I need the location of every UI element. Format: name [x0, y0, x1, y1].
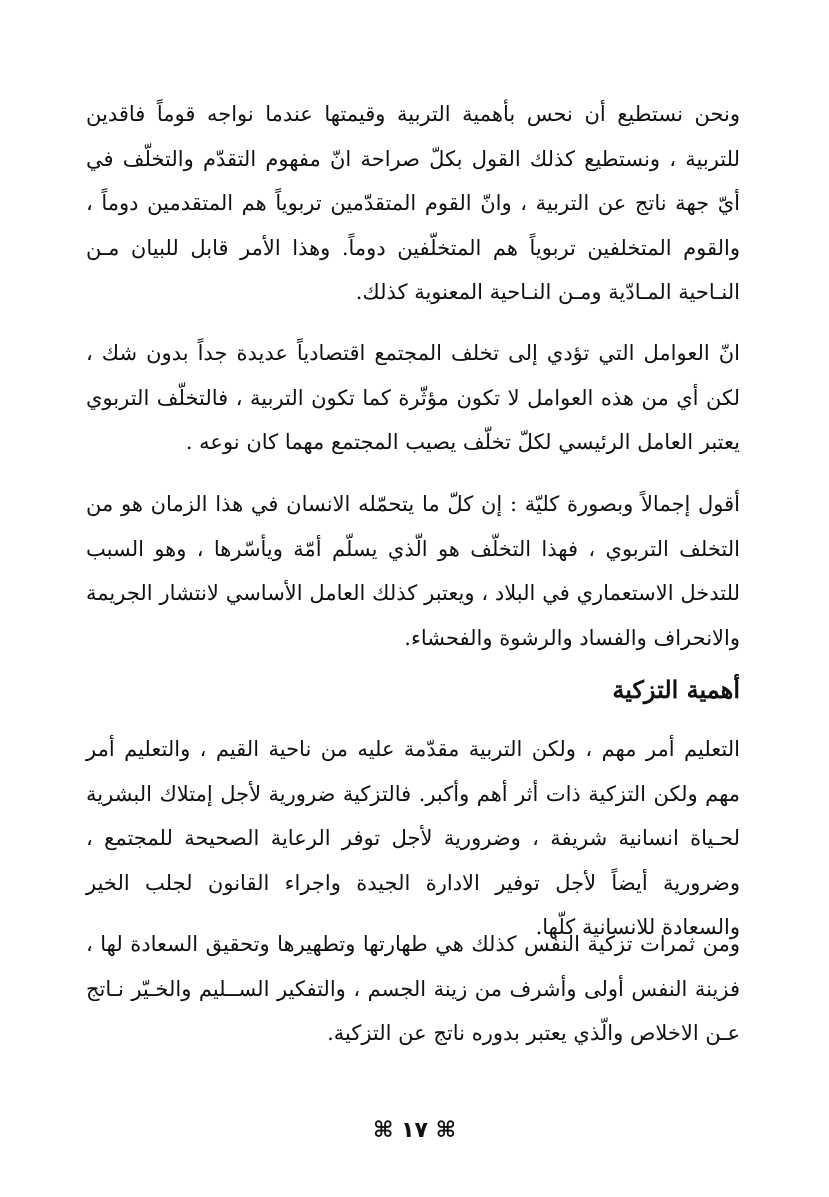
paragraph-4: التعليم أمر مهم ، ولكن التربية مقدّمة عليه من ناحية القيم ، والتعليم أمر مهم ولكن التزكية ذات أثر أهم وأكبر. فالتزكية ضرورية لأجل إمتلاك البشرية لحـياة انسانية شريفة ، وضرورية لأجل توفر الرعاية الصحيحة للمجتمع ، وضرورية أيضاً لأجل توفير الادارة الجيدة واجراء القانون لجلب الخير والسعادة للانسانية كلّها.: [86, 737, 740, 939]
paragraph-5: ومن ثمرات تزكية النفس كذلك هي طهارتها وتطهيرها وتحقيق السعادة لها ، فزينة النفس أولى وأشرف من زينة الجسم ، والتفكير الســليم والخـيّر نـاتج عـن الاخلاص والّذي يعتبر بدوره ناتج عن التزكية.: [86, 932, 740, 1045]
paragraph-1: ونحن نستطيع أن نحس بأهمية التربية وقيمتها عندما نواجه قوماً فاقدين للتربية ، ونستطيع كذلك القول بكلّ صراحة انّ مفهوم التقدّم والتخلّف في أيّ جهة ناتج عن التربية ، وانّ القوم المتقدّمين تربوياً هم المتقدمين دوماً ، والقوم المتخلفين تربوياً هم المتخلّفين دوماً. وهذا الأمر قابل للبيان مـن النـاحية المـادّية ومـن النـاحية المعنوية كذلك.: [86, 102, 740, 304]
paragraph-2: انّ العوامل التي تؤدي إلى تخلف المجتمع اقتصادياً عديدة جداً بدون شك ، لكن أي من هذه العوامل لا تكون مؤثّرة كما تكون التربية ، فالتخلّف التربوي يعتبر العامل الرئيسي لكلّ تخلّف يصيب المجتمع مهما كان نوعه .: [86, 341, 740, 454]
page-number: ⌘ ١٧ ⌘: [372, 1118, 456, 1143]
section-heading: أهمية التزكية: [612, 675, 740, 704]
paragraph-3: أقول إجمالاً وبصورة كليّة : إن كلّ ما يتحمّله الانسان في هذا الزمان هو من التخلف التربوي ، فهذا التخلّف هو الّذي يسلّم أمّة ويأسّرها ، وهو السبب للتدخل الاستعماري في البلاد ، ويعتبر كذلك العامل الأساسي لانتشار الجريمة والانحراف والفساد والرشوة والفحشاء.: [86, 492, 740, 650]
